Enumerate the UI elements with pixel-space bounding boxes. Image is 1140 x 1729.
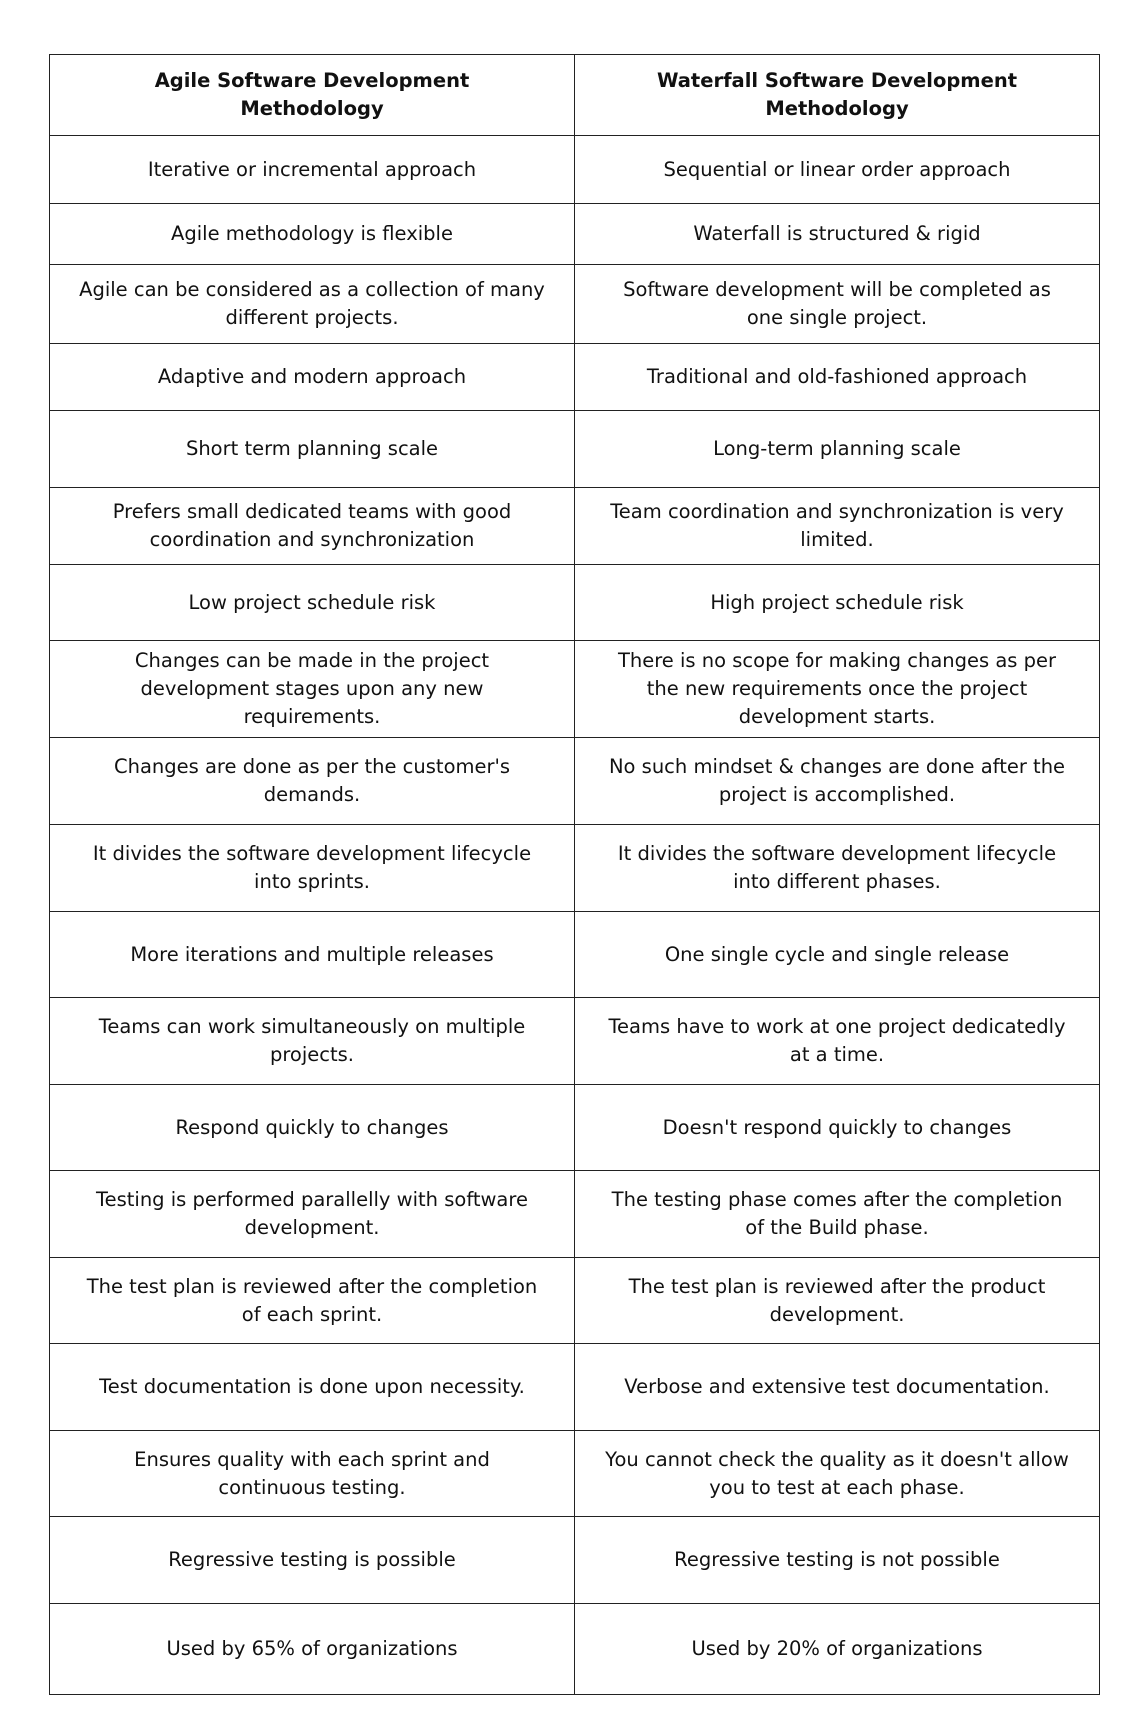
table-row: [50, 265, 1100, 344]
agile-cell: Prefers small dedicated teams with good coordination and synchronization: [50, 488, 575, 565]
table-row: [50, 204, 1100, 265]
agile-cell: Short term planning scale: [50, 411, 575, 488]
waterfall-cell: The testing phase comes after the completion of the Build phase.: [575, 1171, 1100, 1258]
waterfall-cell: Doesn't respond quickly to changes: [575, 1085, 1100, 1171]
waterfall-cell: Team coordination and synchronization is very limited.: [575, 488, 1100, 565]
table-row: [50, 738, 1100, 825]
agile-cell: Used by 65% of organizations: [50, 1604, 575, 1695]
header-row: [50, 55, 1100, 136]
table-row: [50, 411, 1100, 488]
agile-cell: Regressive testing is possible: [50, 1517, 575, 1604]
table-row: [50, 1604, 1100, 1695]
agile-cell: Agile can be considered as a collection of many different projects.: [50, 265, 575, 344]
agile-cell: Ensures quality with each sprint and continuous testing.: [50, 1431, 575, 1517]
waterfall-cell: Long-term planning scale: [575, 411, 1100, 488]
table-row: [50, 344, 1100, 411]
comparison-table: [49, 54, 1100, 1695]
agile-cell: Changes are done as per the customer's demands.: [50, 738, 575, 825]
table-row: [50, 1431, 1100, 1517]
waterfall-cell: Verbose and extensive test documentation.: [575, 1344, 1100, 1431]
agile-cell: Respond quickly to changes: [50, 1085, 575, 1171]
waterfall-cell: Waterfall is structured & rigid: [575, 204, 1100, 265]
table-row: [50, 641, 1100, 738]
agile-cell: It divides the software development lifecycle into sprints.: [50, 825, 575, 912]
agile-cell: Iterative or incremental approach: [50, 136, 575, 204]
waterfall-cell: Software development will be completed as one single project.: [575, 265, 1100, 344]
agile-cell: Adaptive and modern approach: [50, 344, 575, 411]
agile-cell: Agile methodology is flexible: [50, 204, 575, 265]
header-waterfall: Waterfall Software Development Methodology: [575, 55, 1100, 136]
table-row: [50, 825, 1100, 912]
waterfall-cell: No such mindset & changes are done after the project is accomplished.: [575, 738, 1100, 825]
table-row: [50, 998, 1100, 1085]
waterfall-cell: There is no scope for making changes as per the new requirements once the project development starts.: [575, 641, 1100, 738]
waterfall-cell: Traditional and old-fashioned approach: [575, 344, 1100, 411]
table-row: [50, 1258, 1100, 1344]
table-row: [50, 136, 1100, 204]
agile-cell: Changes can be made in the project development stages upon any new requirements.: [50, 641, 575, 738]
waterfall-cell: The test plan is reviewed after the product development.: [575, 1258, 1100, 1344]
agile-cell: Testing is performed parallelly with software development.: [50, 1171, 575, 1258]
table-row: [50, 488, 1100, 565]
waterfall-cell: One single cycle and single release: [575, 912, 1100, 998]
waterfall-cell: High project schedule risk: [575, 565, 1100, 641]
table-row: [50, 1517, 1100, 1604]
waterfall-cell: Teams have to work at one project dedicatedly at a time.: [575, 998, 1100, 1085]
table-row: [50, 1085, 1100, 1171]
agile-cell: Teams can work simultaneously on multiple projects.: [50, 998, 575, 1085]
header-agile: Agile Software Development Methodology: [50, 55, 575, 136]
agile-cell: Low project schedule risk: [50, 565, 575, 641]
table-row: [50, 565, 1100, 641]
agile-cell: Test documentation is done upon necessity.: [50, 1344, 575, 1431]
waterfall-cell: It divides the software development lifecycle into different phases.: [575, 825, 1100, 912]
waterfall-cell: Used by 20% of organizations: [575, 1604, 1100, 1695]
table-row: [50, 1171, 1100, 1258]
table-row: [50, 912, 1100, 998]
waterfall-cell: You cannot check the quality as it doesn't allow you to test at each phase.: [575, 1431, 1100, 1517]
waterfall-cell: Sequential or linear order approach: [575, 136, 1100, 204]
waterfall-cell: Regressive testing is not possible: [575, 1517, 1100, 1604]
agile-cell: The test plan is reviewed after the completion of each sprint.: [50, 1258, 575, 1344]
table-row: [50, 1344, 1100, 1431]
agile-cell: More iterations and multiple releases: [50, 912, 575, 998]
